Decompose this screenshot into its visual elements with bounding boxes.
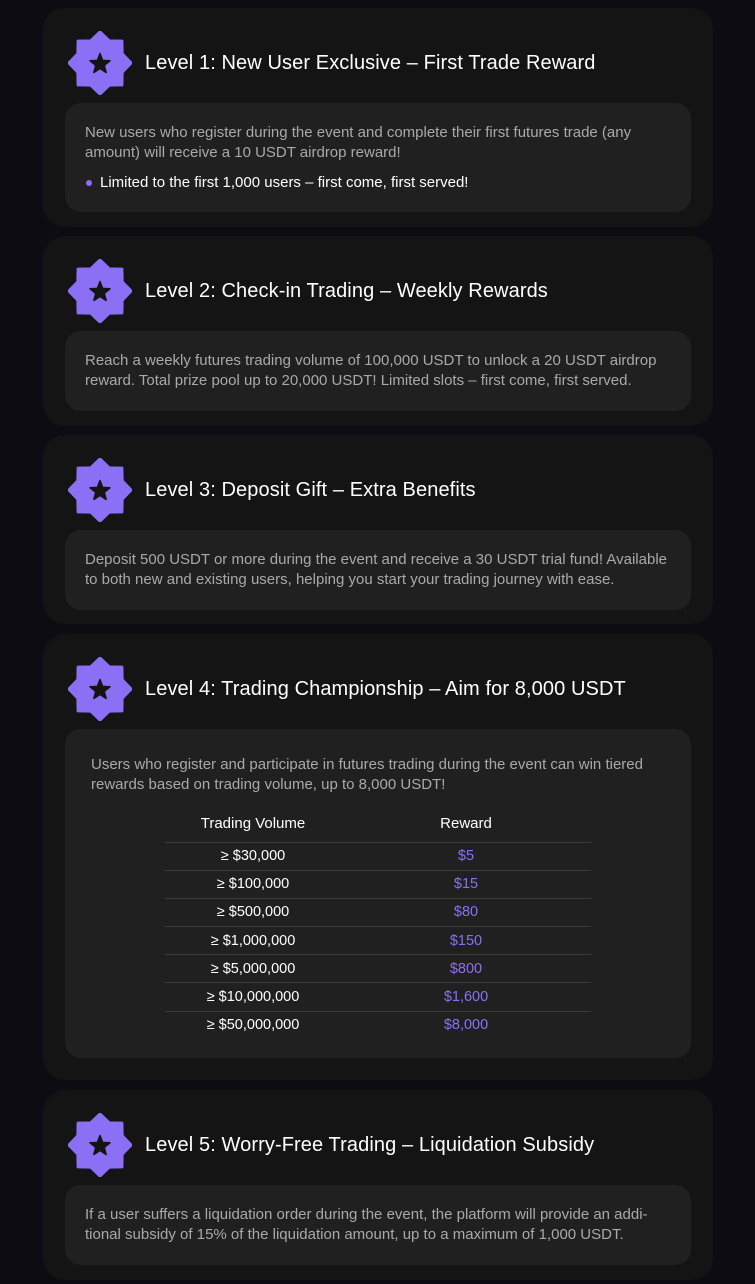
table-row <box>165 870 591 898</box>
level-4-details <box>65 729 691 1058</box>
level-1-bullet-text: Limited to the first 1,000 users – first come, first served! <box>100 174 469 191</box>
level-3-title: Level 3: Deposit Gift – Extra Benefits <box>145 478 476 501</box>
table-header-row <box>165 813 591 842</box>
level-1-card <box>43 8 713 227</box>
trading-volume-header: Trading Volume <box>165 813 341 842</box>
level-1-bullet <box>85 174 671 191</box>
reward-cell: $800 <box>341 955 591 983</box>
bullet-dot <box>86 180 92 186</box>
reward-cell: $5 <box>341 842 591 870</box>
level-5-title: Level 5: Worry-Free Trading – Liquidation Subsidy <box>145 1133 595 1156</box>
star-badge-icon <box>68 458 132 522</box>
table-row <box>165 983 591 1011</box>
reward-cell: $80 <box>341 898 591 926</box>
volume-cell: ≥ $100,000 <box>165 870 341 898</box>
level-2-details <box>65 331 691 411</box>
level-1-description: New users who register during the event and complete their first futures trade (any amount) will receive a 10 USDT airdrop reward! <box>85 124 632 161</box>
level-2-title: Level 2: Check-in Trading – Weekly Rewards <box>145 279 548 302</box>
level-5-description: If a user suffers a liquidation order during the event, the platform will provide an additional subsidy of 15% of the liquidation amount, up to a maximum of 1,000 USDT. <box>85 1206 648 1243</box>
star-badge-icon <box>68 31 132 95</box>
table-row <box>165 842 591 870</box>
volume-cell: ≥ $10,000,000 <box>165 983 341 1011</box>
level-2-card <box>43 236 713 426</box>
level-1-title: Level 1: New User Exclusive – First Trade Reward <box>145 51 596 74</box>
table-row <box>165 955 591 983</box>
level-2-header <box>71 260 548 322</box>
level-4-card <box>43 634 713 1080</box>
level-5-header <box>71 1114 594 1176</box>
table-row <box>165 1011 591 1039</box>
volume-cell: ≥ $5,000,000 <box>165 955 341 983</box>
level-4-description: Users who register and participate in futures trading during the event can win tiered rewards based on trading volume, up to 8,000 USDT! <box>91 756 643 793</box>
level-3-card <box>43 435 713 624</box>
level-4-header <box>71 658 626 720</box>
volume-cell: ≥ $50,000,000 <box>206 1017 300 1034</box>
level-3-details <box>65 530 691 610</box>
star-badge-icon <box>68 1113 132 1177</box>
reward-cell: $1,600 <box>341 983 591 1011</box>
table-row <box>165 927 591 955</box>
reward-tier-table <box>165 813 591 1039</box>
level-2-description: Reach a weekly futures trading volume of 100,000 USDT to unlock a 20 USDT airdrop reward. Total prize pool up to 20,000 USDT! Limited slots – first come, first served. <box>85 352 657 389</box>
volume-cell: ≥ $1,000,000 <box>165 927 341 955</box>
level-1-details <box>65 103 691 212</box>
level-3-description: Deposit 500 USDT or more during the event and receive a 30 USDT trial fund! Available to both new and existing users, helping you start your trading journey with ease. <box>85 551 667 588</box>
level-5-card <box>43 1090 713 1280</box>
star-badge-icon <box>68 657 132 721</box>
reward-cell: $150 <box>341 927 591 955</box>
level-1-header <box>71 32 596 94</box>
reward-header: Reward <box>341 813 591 842</box>
table-row <box>165 898 591 926</box>
level-3-header <box>71 459 476 521</box>
volume-cell: ≥ $500,000 <box>165 898 341 926</box>
reward-cell: $8,000 <box>443 1017 489 1034</box>
reward-cell: $15 <box>341 870 591 898</box>
volume-cell: ≥ $30,000 <box>165 842 341 870</box>
star-badge-icon <box>68 259 132 323</box>
level-5-details <box>65 1185 691 1265</box>
level-4-title: Level 4: Trading Championship – Aim for 8,000 USDT <box>145 677 626 700</box>
